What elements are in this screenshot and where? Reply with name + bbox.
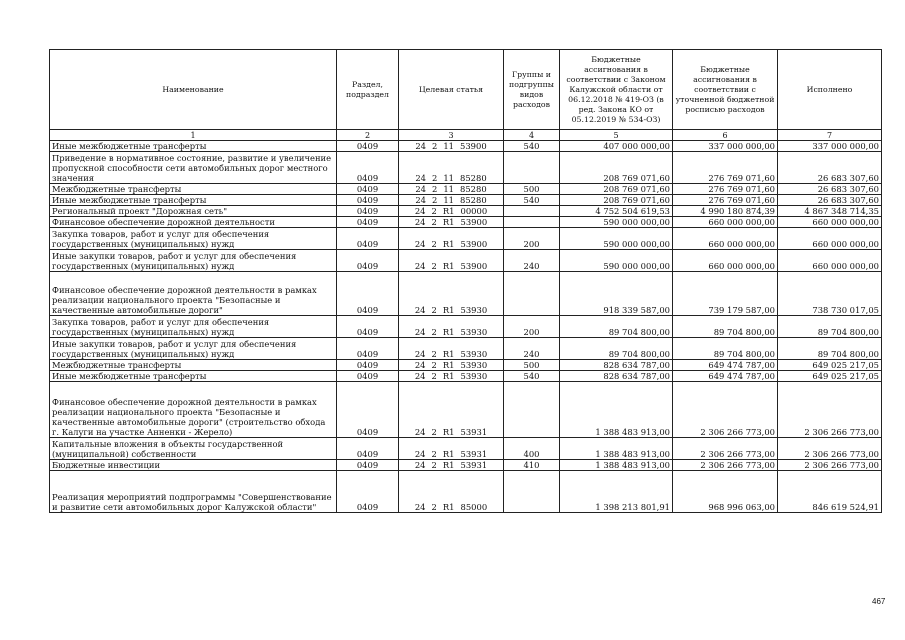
- table-row: [50, 217, 882, 228]
- article-part: 2: [432, 141, 438, 151]
- article-part: 53930: [460, 327, 488, 337]
- row-section: 0409: [337, 460, 399, 471]
- row-expense-group: [504, 471, 560, 513]
- row-target-article: [399, 360, 504, 371]
- row-refined-amount: 2 306 266 773,00: [673, 438, 778, 460]
- article-part: R1: [442, 449, 455, 459]
- article-part: 24: [414, 449, 426, 459]
- table-row: [50, 152, 882, 184]
- table-row: [50, 316, 882, 338]
- row-law-amount: 208 769 071,60: [560, 152, 673, 184]
- article-part: 2: [431, 360, 437, 370]
- article-part: 53931: [460, 460, 488, 470]
- row-law-amount: 828 634 787,00: [560, 360, 673, 371]
- article-part: 11: [443, 173, 455, 183]
- row-refined-amount: 739 179 587,00: [673, 272, 778, 316]
- row-name: Межбюджетные трансферты: [50, 184, 337, 195]
- article-part: 24: [414, 360, 426, 370]
- article-part: R1: [442, 206, 455, 216]
- table-row: [50, 250, 882, 272]
- article-part: 2: [431, 305, 437, 315]
- row-name: Финансовое обеспечение дорожной деятельности в рамках реализации национального проекта "Безопасные и качественные автомобильные дороги" (строительство обхода г. Калуги на участке Анненки - Жерело): [50, 382, 337, 438]
- row-refined-amount: 660 000 000,00: [673, 217, 778, 228]
- header-executed: Исполнено: [778, 50, 882, 130]
- row-law-amount: 918 339 587,00: [560, 272, 673, 316]
- article-part: 24: [414, 502, 426, 512]
- row-executed-amount: 26 683 307,60: [778, 184, 882, 195]
- header-group: Группы и подгруппы видов расходов: [504, 50, 560, 130]
- article-part: 53930: [460, 305, 488, 315]
- row-target-article: [399, 460, 504, 471]
- row-target-article: [399, 195, 504, 206]
- row-law-amount: 828 634 787,00: [560, 371, 673, 382]
- table-row: [50, 228, 882, 250]
- article-part: 2: [431, 261, 437, 271]
- row-executed-amount: 660 000 000,00: [778, 217, 882, 228]
- article-part: 24: [414, 261, 426, 271]
- row-expense-group: 240: [504, 338, 560, 360]
- article-part: 24: [415, 195, 426, 205]
- row-name: Финансовое обеспечение дорожной деятельности в рамках реализации национального проекта "Безопасные и качественные автомобильные дороги": [50, 272, 337, 316]
- row-section: 0409: [337, 438, 399, 460]
- row-executed-amount: 89 704 800,00: [778, 338, 882, 360]
- article-part: 53931: [460, 449, 488, 459]
- table-row: [50, 195, 882, 206]
- row-name: Закупка товаров, работ и услуг для обеспечения государственных (муниципальных) нужд: [50, 228, 337, 250]
- row-name: Приведение в нормативное состояние, развитие и увеличение пропускной способности сети автомобильных дорог местного значения: [50, 152, 337, 184]
- row-section: 0409: [337, 228, 399, 250]
- table-row: [50, 141, 882, 152]
- header-refined-allocations: Бюджетные ассигнования в соответствии с уточненной бюджетной росписью расходов: [673, 50, 778, 130]
- row-target-article: [399, 438, 504, 460]
- column-number: 6: [673, 130, 778, 141]
- page-number: 467: [872, 597, 886, 606]
- column-number: 7: [778, 130, 882, 141]
- row-refined-amount: 968 996 063,00: [673, 471, 778, 513]
- row-refined-amount: 89 704 800,00: [673, 316, 778, 338]
- article-part: R1: [442, 460, 455, 470]
- row-section: 0409: [337, 316, 399, 338]
- article-part: 24: [414, 371, 426, 381]
- row-refined-amount: 660 000 000,00: [673, 250, 778, 272]
- article-part: 53900: [460, 239, 488, 249]
- row-law-amount: 1 388 483 913,00: [560, 460, 673, 471]
- header-article: Целевая статья: [399, 50, 504, 130]
- row-executed-amount: 649 025 217,05: [778, 371, 882, 382]
- budget-table: [49, 49, 882, 513]
- row-executed-amount: 26 683 307,60: [778, 152, 882, 184]
- row-expense-group: 540: [504, 371, 560, 382]
- article-part: 2: [431, 449, 437, 459]
- article-part: R1: [442, 349, 455, 359]
- row-expense-group: 500: [504, 360, 560, 371]
- article-part: 53931: [460, 427, 488, 437]
- article-part: 2: [432, 173, 438, 183]
- article-part: R1: [442, 427, 455, 437]
- article-part: 85280: [460, 184, 487, 194]
- article-part: R1: [442, 261, 455, 271]
- row-section: 0409: [337, 152, 399, 184]
- row-name: Капитальные вложения в объекты государственной (муниципальной) собственности: [50, 438, 337, 460]
- row-name: Финансовое обеспечение дорожной деятельности: [50, 217, 337, 228]
- article-part: R1: [442, 360, 455, 370]
- row-expense-group: [504, 272, 560, 316]
- article-part: R1: [442, 502, 455, 512]
- row-executed-amount: 2 306 266 773,00: [778, 438, 882, 460]
- article-part: 2: [431, 217, 437, 227]
- article-part: 2: [431, 206, 437, 216]
- row-law-amount: 208 769 071,60: [560, 195, 673, 206]
- row-name: Закупка товаров, работ и услуг для обеспечения государственных (муниципальных) нужд: [50, 316, 337, 338]
- article-part: 53930: [460, 371, 488, 381]
- row-expense-group: 500: [504, 184, 560, 195]
- row-expense-group: [504, 152, 560, 184]
- row-refined-amount: 649 474 787,00: [673, 360, 778, 371]
- row-law-amount: 1 388 483 913,00: [560, 438, 673, 460]
- row-executed-amount: 2 306 266 773,00: [778, 460, 882, 471]
- article-part: 24: [414, 327, 426, 337]
- article-part: 53930: [460, 360, 488, 370]
- row-name: Бюджетные инвестиции: [50, 460, 337, 471]
- row-target-article: [399, 471, 504, 513]
- article-part: R1: [442, 239, 455, 249]
- row-target-article: [399, 228, 504, 250]
- article-part: 11: [443, 184, 455, 194]
- table-row: [50, 438, 882, 460]
- article-part: R1: [442, 217, 455, 227]
- row-executed-amount: 337 000 000,00: [778, 141, 882, 152]
- table-row: [50, 206, 882, 217]
- article-part: 00000: [460, 206, 488, 216]
- row-section: 0409: [337, 206, 399, 217]
- article-part: 2: [431, 327, 437, 337]
- row-law-amount: 1 398 213 801,91: [560, 471, 673, 513]
- article-part: 11: [443, 195, 455, 205]
- row-refined-amount: 2 306 266 773,00: [673, 382, 778, 438]
- row-expense-group: 200: [504, 228, 560, 250]
- row-expense-group: [504, 206, 560, 217]
- article-part: 24: [414, 460, 426, 470]
- row-refined-amount: 276 769 071,60: [673, 195, 778, 206]
- row-refined-amount: 276 769 071,60: [673, 184, 778, 195]
- row-law-amount: 1 388 483 913,00: [560, 382, 673, 438]
- row-name: Иные межбюджетные трансферты: [50, 141, 337, 152]
- article-part: 53900: [460, 261, 488, 271]
- row-name: Региональный проект "Дорожная сеть": [50, 206, 337, 217]
- table-row: [50, 460, 882, 471]
- row-expense-group: 540: [504, 195, 560, 206]
- row-law-amount: 407 000 000,00: [560, 141, 673, 152]
- row-section: 0409: [337, 382, 399, 438]
- article-part: 2: [431, 371, 437, 381]
- article-part: 85280: [460, 173, 487, 183]
- row-target-article: [399, 141, 504, 152]
- header-law-allocations: Бюджетные ассигнования в соответствии с Законом Калужской области от 06.12.2018 № 419-ОЗ (в ред. Закона КО от 05.12.2019 № 534-ОЗ): [560, 50, 673, 130]
- row-section: 0409: [337, 360, 399, 371]
- article-part: R1: [442, 305, 455, 315]
- row-executed-amount: 660 000 000,00: [778, 228, 882, 250]
- row-target-article: [399, 371, 504, 382]
- row-target-article: [399, 316, 504, 338]
- row-executed-amount: 660 000 000,00: [778, 250, 882, 272]
- table-body: [50, 141, 882, 513]
- article-part: 2: [431, 349, 437, 359]
- article-part: R1: [442, 371, 455, 381]
- row-section: 0409: [337, 471, 399, 513]
- article-part: 24: [415, 184, 426, 194]
- table-row: [50, 371, 882, 382]
- article-part: 11: [443, 141, 455, 151]
- article-part: R1: [442, 327, 455, 337]
- table-row: [50, 382, 882, 438]
- article-part: 2: [431, 502, 437, 512]
- row-section: 0409: [337, 184, 399, 195]
- row-target-article: [399, 338, 504, 360]
- row-law-amount: 590 000 000,00: [560, 228, 673, 250]
- row-target-article: [399, 184, 504, 195]
- row-executed-amount: 89 704 800,00: [778, 316, 882, 338]
- row-executed-amount: 2 306 266 773,00: [778, 382, 882, 438]
- row-executed-amount: 738 730 017,05: [778, 272, 882, 316]
- row-law-amount: 590 000 000,00: [560, 217, 673, 228]
- article-part: 85000: [460, 502, 488, 512]
- table-row: [50, 272, 882, 316]
- table-row: [50, 338, 882, 360]
- row-expense-group: 200: [504, 316, 560, 338]
- row-law-amount: 89 704 800,00: [560, 338, 673, 360]
- row-refined-amount: 89 704 800,00: [673, 338, 778, 360]
- row-law-amount: 590 000 000,00: [560, 250, 673, 272]
- article-part: 53900: [460, 217, 488, 227]
- article-part: 2: [431, 427, 437, 437]
- article-part: 2: [432, 184, 438, 194]
- column-numbers-row: [50, 130, 882, 141]
- header-section: Раздел, подраздел: [337, 50, 399, 130]
- row-executed-amount: 649 025 217,05: [778, 360, 882, 371]
- row-refined-amount: 337 000 000,00: [673, 141, 778, 152]
- row-executed-amount: 846 619 524,91: [778, 471, 882, 513]
- table-header: [50, 50, 882, 141]
- table-row: [50, 184, 882, 195]
- row-name: Реализация мероприятий подпрограммы "Совершенствование и развитие сети автомобильных дорог Калужской области": [50, 471, 337, 513]
- row-executed-amount: 4 867 348 714,35: [778, 206, 882, 217]
- column-number: 4: [504, 130, 560, 141]
- article-part: 24: [414, 217, 426, 227]
- row-executed-amount: 26 683 307,60: [778, 195, 882, 206]
- row-section: 0409: [337, 141, 399, 152]
- article-part: 24: [414, 305, 426, 315]
- row-expense-group: 410: [504, 460, 560, 471]
- table-row: [50, 471, 882, 513]
- row-expense-group: 400: [504, 438, 560, 460]
- row-section: 0409: [337, 371, 399, 382]
- article-part: 2: [431, 460, 437, 470]
- row-name: Иные закупки товаров, работ и услуг для обеспечения государственных (муниципальных) нужд: [50, 338, 337, 360]
- row-target-article: [399, 382, 504, 438]
- article-part: 24: [414, 239, 426, 249]
- article-part: 2: [432, 195, 438, 205]
- article-part: 24: [415, 141, 426, 151]
- article-part: 24: [414, 427, 426, 437]
- row-target-article: [399, 206, 504, 217]
- article-part: 85280: [460, 195, 487, 205]
- row-refined-amount: 660 000 000,00: [673, 228, 778, 250]
- row-law-amount: 89 704 800,00: [560, 316, 673, 338]
- row-refined-amount: 4 990 180 874,39: [673, 206, 778, 217]
- row-refined-amount: 649 474 787,00: [673, 371, 778, 382]
- row-law-amount: 208 769 071,60: [560, 184, 673, 195]
- row-expense-group: 540: [504, 141, 560, 152]
- article-part: 24: [415, 173, 426, 183]
- row-law-amount: 4 752 504 619,53: [560, 206, 673, 217]
- article-part: 2: [431, 239, 437, 249]
- row-section: 0409: [337, 195, 399, 206]
- row-refined-amount: 276 769 071,60: [673, 152, 778, 184]
- article-part: 24: [414, 349, 426, 359]
- row-refined-amount: 2 306 266 773,00: [673, 460, 778, 471]
- article-part: 53930: [460, 349, 488, 359]
- row-section: 0409: [337, 217, 399, 228]
- column-number: 2: [337, 130, 399, 141]
- row-name: Межбюджетные трансферты: [50, 360, 337, 371]
- row-expense-group: 240: [504, 250, 560, 272]
- column-number: 5: [560, 130, 673, 141]
- row-target-article: [399, 152, 504, 184]
- header-name: Наименование: [50, 50, 337, 130]
- row-target-article: [399, 250, 504, 272]
- column-number: 3: [399, 130, 504, 141]
- row-expense-group: [504, 217, 560, 228]
- row-target-article: [399, 217, 504, 228]
- row-section: 0409: [337, 272, 399, 316]
- row-target-article: [399, 272, 504, 316]
- row-section: 0409: [337, 338, 399, 360]
- article-part: 53900: [460, 141, 487, 151]
- row-name: Иные межбюджетные трансферты: [50, 371, 337, 382]
- row-name: Иные закупки товаров, работ и услуг для обеспечения государственных (муниципальных) нужд: [50, 250, 337, 272]
- row-expense-group: [504, 382, 560, 438]
- row-section: 0409: [337, 250, 399, 272]
- row-name: Иные межбюджетные трансферты: [50, 195, 337, 206]
- column-number: 1: [50, 130, 337, 141]
- article-part: 24: [414, 206, 426, 216]
- table-row: [50, 360, 882, 371]
